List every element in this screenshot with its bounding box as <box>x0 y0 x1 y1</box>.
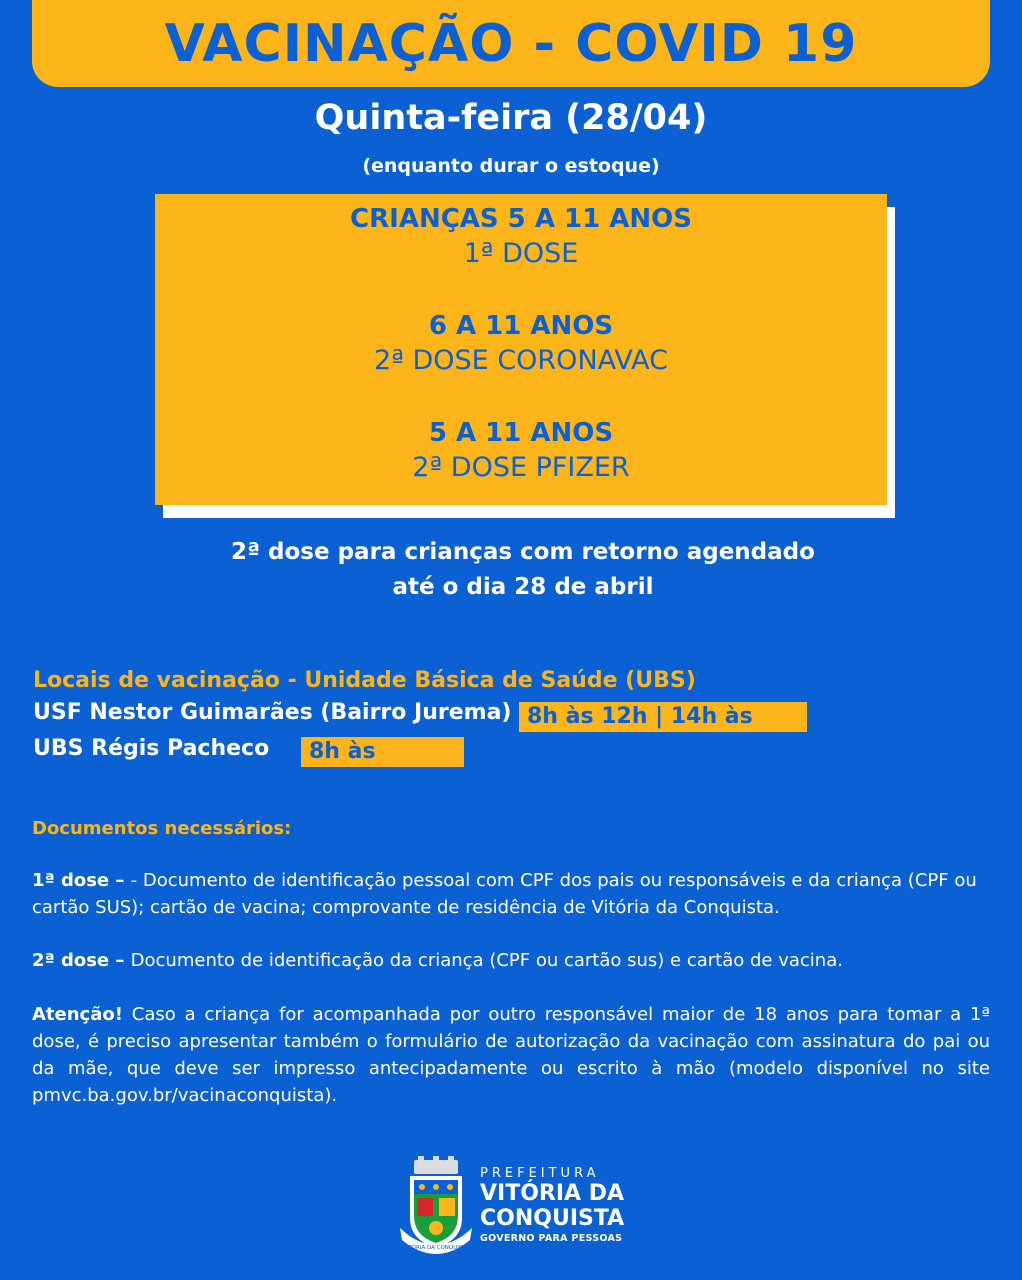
documents-title: Documentos necessários: <box>32 818 292 839</box>
coat-of-arms-icon <box>398 1156 474 1256</box>
group-dose: 2ª DOSE CORONAVAC <box>374 345 668 376</box>
dose2-label: 2ª dose – <box>32 950 131 971</box>
locations-title: Locais de vacinação - Unidade Básica de Saúde (UBS) <box>33 668 696 693</box>
dose1-text: - Documento de identificação pessoal com CPF dos pais ou responsáveis e da criança (CPF ou cartão SUS); cartão de vacina; comprovante de residência de Vitória da Conquista. <box>32 870 977 918</box>
prefeitura-logo <box>398 1156 638 1256</box>
group-title: 5 A 11 ANOS <box>428 418 614 448</box>
group-title: CRIANÇAS 5 A 11 ANOS <box>350 204 692 234</box>
logo-name-2: CONQUISTA <box>480 1206 625 1231</box>
group-title: 6 A 11 ANOS <box>428 311 614 341</box>
location-hours: 8h às 17h30 <box>301 737 464 767</box>
group-dose: 2ª DOSE PFIZER <box>412 452 630 483</box>
page-title: VACINAÇÃO - COVID 19 <box>164 13 858 74</box>
crest-text: VITÓRIA DA CONQUISTA <box>402 1245 470 1251</box>
location-hours: 8h às 12h | 14h às 16h <box>519 702 807 732</box>
date-label: Quinta-feira (28/04) <box>314 98 708 138</box>
location-name: USF Nestor Guimarães (Bairro Jurema) <box>33 700 512 725</box>
logo-slogan: GOVERNO PARA PESSOAS <box>480 1233 623 1244</box>
logo-name-1: VITÓRIA DA <box>480 1181 625 1206</box>
group-dose: 1ª DOSE <box>463 238 579 269</box>
attention-paragraph <box>32 1001 990 1109</box>
note-line-2: até o dia 28 de abril <box>392 574 654 600</box>
logo-pre: PREFEITURA <box>480 1166 600 1181</box>
attention-label: Atenção! <box>32 1004 123 1025</box>
group-2 <box>155 309 887 379</box>
dose1-label: 1ª dose – <box>32 870 131 891</box>
group-3 <box>155 416 887 486</box>
attention-text: Caso a criança for acompanhada por outro responsável maior de 18 anos para tomar a 1ª dose, é preciso apresentar também o formulário de autorização da vacinação com assinatura do pai ou da mãe, que deve ser impresso antecipadamente ou escrito à mão (modelo disponível no site pmvc.ba.gov.br/vacinaconquista). <box>32 1004 990 1106</box>
dose2-paragraph <box>32 947 990 974</box>
second-dose-note <box>0 535 1022 605</box>
group-1 <box>155 202 887 272</box>
groups-box <box>155 194 887 505</box>
dose1-paragraph <box>32 867 990 921</box>
date-note: (enquanto durar o estoque) <box>362 155 660 177</box>
note-line-1: 2ª dose para crianças com retorno agendado <box>231 539 815 565</box>
dose2-text: Documento de identificação da criança (CPF ou cartão sus) e cartão de vacina. <box>130 950 843 971</box>
location-name: UBS Régis Pacheco <box>33 736 270 761</box>
header-banner <box>32 0 990 87</box>
logo-text <box>480 1166 624 1244</box>
